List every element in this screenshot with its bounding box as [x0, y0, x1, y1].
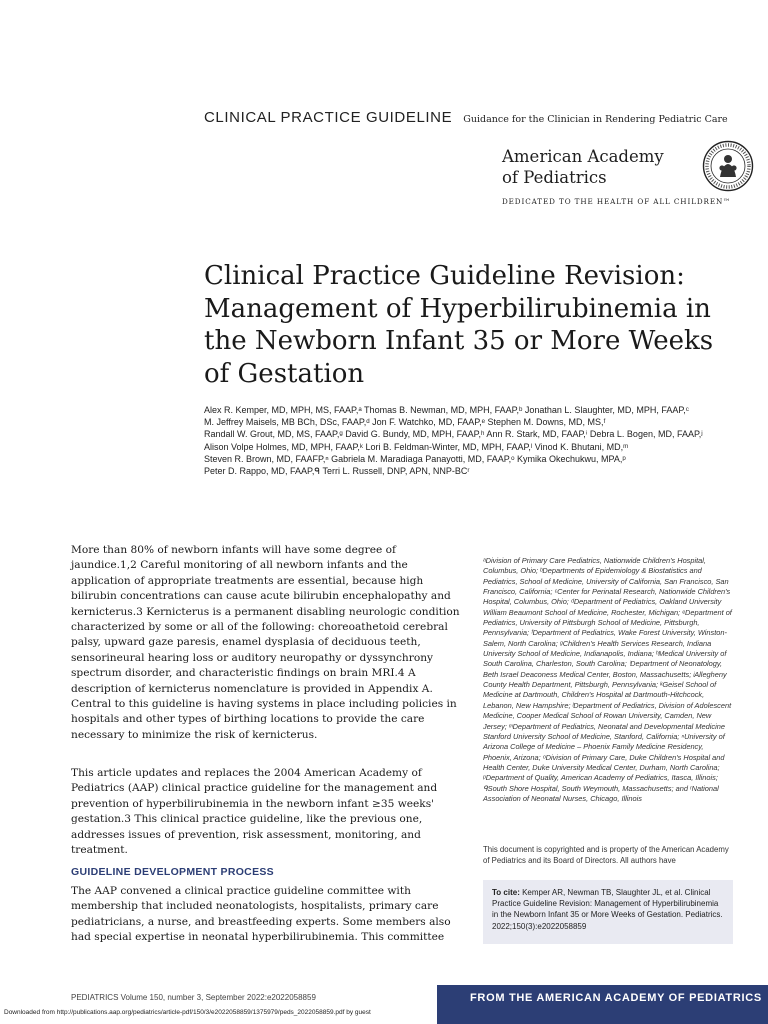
body-paragraph-1: More than 80% of newborn infants will have some degree of jaundice.1,2 Careful monitoring of all newborn infants and the application of appropriate treatments are essential, because high bilirubin concentrations can cause acute bilirubin encephalopathy and kernicterus.3 Kernicterus is a permanent disabling neurologic condition characterized by some or all of the following: choreoathetoid cerebral palsy, upward gaze paresis, enamel dysplasia of deciduous teeth, sensorineural hearing loss or auditory neuropathy or dyssynchrony spectrum disorder, and characteristic findings on brain MRI.4 A description of kernicterus nomenclature is provided in Appendix A. Central to this guideline is having systems in place including policies in hospitals and other types of birthing locations to provide the care necessary to minimize the risk of kernicterus. — [71, 544, 460, 741]
logo-line-2: of Pediatrics — [502, 168, 607, 187]
citation-text: Kemper AR, Newman TB, Slaughter JL, et al. Clinical Practice Guideline Revision: Management of Hyperbilirubinemia in the Newborn Infant 35 or More Weeks of Gestation. Pediatrics. 2022;150(3):e2022058859 — [492, 888, 723, 931]
author-list — [204, 404, 724, 477]
copyright-note: This document is copyrighted and is property of the American Academy of Pediatrics and its Board of Directors. All authors have — [483, 845, 729, 865]
author-line: Peter D. Rappo, MD, FAAP,ᑫ Terri L. Russell, DNP, APN, NNP-BCʳ — [204, 466, 470, 477]
body-paragraph-2: This article updates and replaces the 2004 American Academy of Pediatrics (AAP) clinical practice guideline for the management and prevention of hyperbilirubinemia in the newborn infant ≥35 weeks' gestation.3 This clinical practice guideline, like the previous one, addresses issues of prevention, risk assessment, monitoring, and treatment. — [71, 767, 438, 857]
aap-seal-icon — [702, 140, 754, 192]
author-line: Alison Volpe Holmes, MD, MPH, FAAP,ᵏ Lori B. Feldman-Winter, MD, MPH, FAAP,ˡ Vinod K. Bhutani, MD,ᵐ — [204, 441, 629, 452]
citation-box — [483, 880, 733, 944]
aap-logo — [502, 140, 732, 210]
running-header — [204, 107, 728, 126]
logo-tagline: DEDICATED TO THE HEALTH OF ALL CHILDREN™ — [502, 197, 732, 206]
citation-label: To cite: — [492, 888, 520, 897]
article-title: Clinical Practice Guideline Revision: Management of Hyperbilirubinemia in the Newborn Infant 35 or More Weeks of Gestation — [204, 261, 714, 389]
download-notice: Downloaded from http://publications.aap.org/pediatrics/article-pdf/150/3/e2022058859/1375979/peds_2022058859.pdf by guest — [4, 1009, 371, 1016]
author-line: M. Jeffrey Maisels, MB BCh, DSc, FAAP,ᵈ Jon F. Watchko, MD, FAAP,ᵉ Stephen M. Downs, MD, MS,ᶠ — [204, 417, 606, 428]
journal-footer: PEDIATRICS Volume 150, number 3, September 2022:e2022058859 — [71, 993, 316, 1002]
logo-name — [502, 146, 664, 188]
author-line: Alex R. Kemper, MD, MPH, MS, FAAP,ᵃ Thomas B. Newman, MD, MPH, FAAP,ᵇ Jonathan L. Slaughter, MD, MPH, FAAP,ᶜ — [204, 405, 689, 415]
header-subtitle: Guidance for the Clinician in Rendering Pediatric Care — [463, 114, 728, 125]
author-line: Randall W. Grout, MD, MS, FAAP,ᵍ David G. Bundy, MD, MPH, FAAP,ʰ Ann R. Stark, MD, FAAP,ⁱ Debra L. Bogen, MD, FAAP,ʲ — [204, 429, 703, 440]
body-paragraph-3: The AAP convened a clinical practice guideline committee with membership that included neonatologists, hospitalists, primary care pediatricians, a nurse, and breastfeeding experts. Some members also had special expertise in neonatal hyperbilirubinemia. This committee — [71, 885, 451, 944]
logo-line-1: American Academy — [502, 147, 664, 166]
author-line: Steven R. Brown, MD, FAAFP,ⁿ Gabriela M. Maradiaga Panayotti, MD, FAAP,ᵒ Kymika Okechukwu, MPA,ᵖ — [204, 453, 626, 464]
section-label: CLINICAL PRACTICE GUIDELINE — [204, 109, 453, 126]
footer-banner: FROM THE AMERICAN ACADEMY OF PEDIATRICS — [437, 985, 768, 1024]
section-heading: GUIDELINE DEVELOPMENT PROCESS — [71, 866, 274, 878]
author-affiliations: ᵃDivision of Primary Care Pediatrics, Nationwide Children's Hospital, Columbus, Ohio; ᵇDepartments of Epidemiology & Biostatistics and Pediatrics, School of Medicine, University of California, San Francisco, San Francisco, California; ᶜCenter for Perinatal Research, Nationwide Children's Hospital, Columbus, Ohio; ᵈDepartment of Pediatrics, Oakland University William Beaumont School of Medicine, Rochester, Michigan; ᵉDepartment of Pediatrics, University of Pittsburgh School of Medicine, Pittsburgh, Pennsylvania; ᶠDepartment of Pediatrics, Wake Forest University, Winston-Salem, North Carolina; ᵍChildren's Health Services Research, Indiana University School of Medicine, Indianapolis, Indiana; ʰMedical University of South Carolina, Charleston, South Carolina; ⁱDepartment of Neonatology, Beth Israel Deaconess Medical Center, Boston, Massachusetts; ʲAllegheny County Health Department, Pittsburgh, Pennsylvania; ᵏGeisel School of Medicine at Dartmouth, Children's Hospital at Dartmouth-Hitchcock, Lebanon, New Hampshire; ˡDepartment of Pediatrics, Division of Adolescent Medicine, Cooper Medical School of Rowan University, Camden, New Jersey; ᵐDepartment of Pediatrics, Neonatal and Developmental Medicine Stanford University School of Medicine, Stanford, California; ⁿUniversity of Arizona College of Medicine – Phoenix Family Medicine Residency, Phoenix, Arizona; ᵒDivision of Primary Care, Duke Children's Hospital and Health Center, Duke University Medical Center, Durham, North Carolina; ᵖDepartment of Quality, American Academy of Pediatrics, Itasca, Illinois; ᑫSouth Shore Hospital, South Weymouth, Massachusetts; and ʳNational Association of Neonatal Nurses, Chicago, Illinois — [483, 556, 732, 803]
